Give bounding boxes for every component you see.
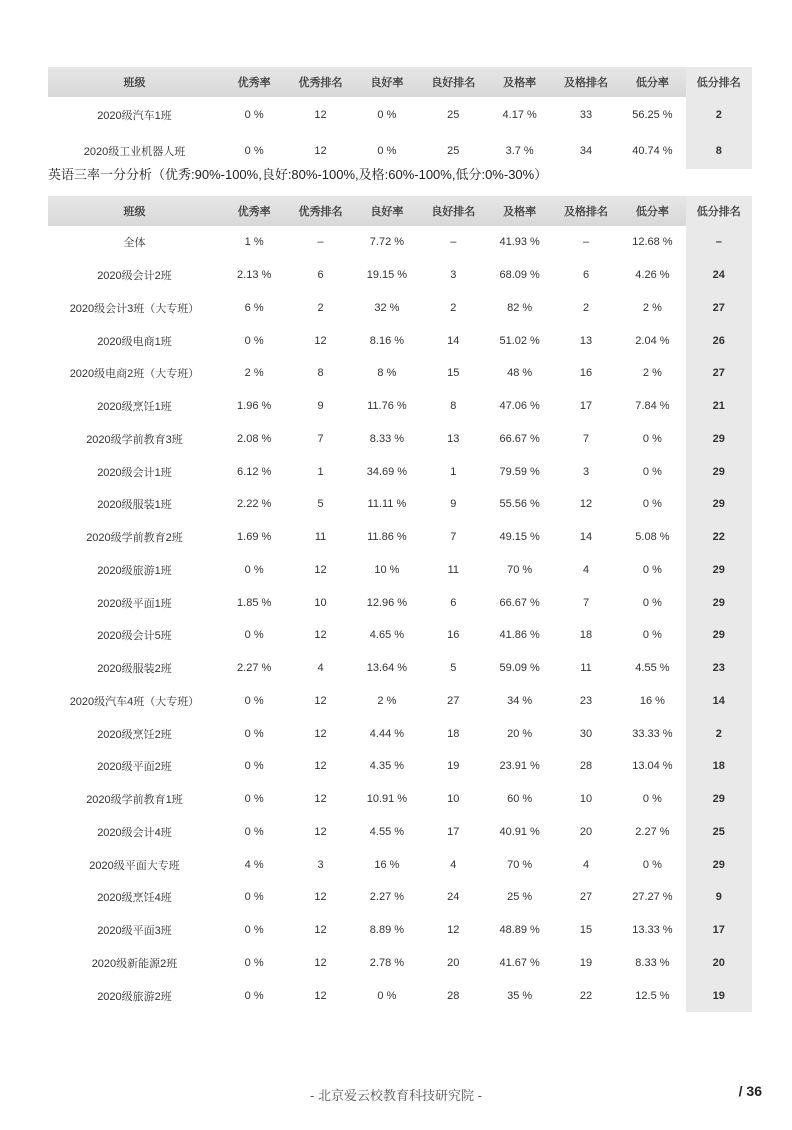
table-row	[48, 685, 752, 718]
excellent-rank-cell: 10	[314, 596, 327, 609]
good-rate-cell: 7.72 %	[369, 236, 405, 249]
good-rank-cell: 17	[447, 825, 460, 838]
table-header-row	[48, 67, 752, 97]
class-name-cell: 2020级服装2班	[97, 663, 172, 676]
class-name-cell: 2020级会计5班	[97, 630, 172, 643]
pass-rate-cell: 41.67 %	[499, 956, 540, 969]
good-rank-cell: 12	[447, 924, 460, 937]
low-rate-cell: 5.08 %	[635, 531, 670, 544]
table-row	[48, 586, 752, 619]
pass-rank-cell: 3	[582, 465, 590, 478]
pass-rate-cell: 48 %	[507, 367, 533, 380]
good-rank-cell: 2	[450, 301, 457, 314]
class-name-cell: 2020级平面2班	[97, 761, 172, 774]
excellent-rate-cell: 2 %	[244, 367, 264, 380]
low-rank-cell: 29	[686, 783, 752, 816]
excellent-rank-cell: 12	[314, 793, 327, 806]
class-name-cell: 2020级烹饪4班	[97, 892, 172, 905]
column-header: 低分排名	[686, 67, 752, 97]
pass-rank-cell: 4	[582, 563, 590, 576]
good-rate-cell: 19.15 %	[366, 269, 408, 282]
excellent-rate-cell: 0 %	[244, 334, 264, 347]
column-header: 低分排名	[686, 196, 752, 226]
low-rate-cell: 27.27 %	[632, 891, 673, 904]
low-rate-cell: 56.25 %	[632, 109, 673, 121]
pass-rank-cell: 28	[579, 760, 593, 773]
excellent-rate-cell: 2.08 %	[237, 432, 272, 445]
pass-rate-cell: 20 %	[507, 727, 533, 740]
good-rate-cell: 10 %	[374, 563, 400, 576]
table-row	[48, 914, 752, 947]
column-header: 班级	[48, 67, 221, 97]
pass-rate-cell: 66.67 %	[499, 432, 540, 445]
pass-rate-cell: 25 %	[507, 891, 533, 904]
excellent-rank-cell: 12	[314, 989, 327, 1002]
class-name-cell: 2020级电商2班（大专班）	[69, 368, 200, 381]
pass-rate-cell: 79.59 %	[499, 465, 540, 478]
good-rank-cell: 19	[447, 760, 460, 773]
excellent-rank-cell: 6	[317, 269, 324, 282]
excellent-rate-cell: 0 %	[244, 109, 264, 121]
good-rank-cell: 6	[450, 596, 457, 609]
page-number: / 36	[738, 1083, 762, 1099]
column-header: 良好率	[354, 196, 420, 226]
class-name-cell: 2020级新能源2班	[91, 957, 178, 970]
pass-rate-cell: 70 %	[507, 563, 533, 576]
good-rate-cell: 32 %	[374, 301, 400, 314]
excellent-rank-cell: 12	[314, 924, 327, 937]
good-rate-cell: 8 %	[377, 367, 397, 380]
pass-rank-cell: 18	[579, 629, 593, 642]
low-rank-cell: 19	[686, 979, 752, 1012]
excellent-rate-cell: 0 %	[244, 891, 264, 904]
good-rank-cell: 18	[447, 727, 460, 740]
excellent-rate-cell: 2.27 %	[237, 662, 272, 675]
good-rate-cell: 4.35 %	[369, 760, 405, 773]
excellent-rank-cell: 12	[314, 629, 327, 642]
low-rank-cell: 26	[686, 324, 752, 357]
pass-rate-cell: 55.56 %	[499, 498, 540, 511]
low-rate-cell: 40.74 %	[632, 145, 673, 157]
table-row	[48, 979, 752, 1012]
pass-rank-cell: 15	[579, 924, 593, 937]
excellent-rate-cell: 0 %	[244, 727, 264, 740]
low-rank-cell: 25	[686, 816, 752, 849]
low-rank-cell: 2	[686, 97, 752, 133]
low-rate-cell: 0 %	[642, 793, 662, 806]
pass-rank-cell: 6	[582, 269, 590, 282]
good-rank-cell: 7	[450, 531, 457, 544]
excellent-rank-cell: 8	[317, 367, 324, 380]
good-rank-cell: 15	[447, 367, 460, 380]
good-rank-cell: 4	[450, 858, 457, 871]
class-name-cell: 2020级学前教育3班	[86, 433, 183, 446]
class-name-cell: 2020级电商1班	[97, 335, 172, 348]
class-name-cell: 2020级会计4班	[97, 826, 172, 839]
column-header: 优秀率	[221, 196, 287, 226]
pass-rank-cell: 33	[579, 109, 593, 121]
class-name-cell: 2020级旅游2班	[97, 990, 172, 1003]
good-rank-cell: 27	[447, 694, 460, 707]
section-heading: 英语三率一分分析（优秀:90%-100%,良好:80%-100%,及格:60%-100%,低分:0%-30%）	[48, 167, 548, 182]
pass-rank-cell: 14	[579, 531, 593, 544]
pass-rate-cell: 82 %	[507, 301, 533, 314]
excellent-rate-cell: 0 %	[244, 825, 264, 838]
good-rate-cell: 0 %	[377, 989, 397, 1002]
good-rate-cell: 11.86 %	[367, 531, 407, 544]
pass-rank-cell: 16	[579, 367, 593, 380]
low-rank-cell: 29	[686, 619, 752, 652]
table-row	[48, 881, 752, 914]
column-header: 良好排名	[420, 67, 486, 97]
excellent-rank-cell: 12	[314, 334, 327, 347]
good-rank-cell: 8	[450, 400, 457, 413]
good-rate-cell: 8.33 %	[369, 432, 405, 445]
good-rate-cell: 13.64 %	[366, 662, 408, 675]
pass-rate-cell: 47.06 %	[499, 400, 540, 413]
column-header: 及格排名	[553, 67, 619, 97]
table-row	[48, 455, 752, 488]
good-rank-cell: 5	[450, 662, 457, 675]
excellent-rate-cell: 0 %	[244, 760, 264, 773]
pass-rate-cell: 34 %	[507, 694, 533, 707]
low-rank-cell: 27	[686, 357, 752, 390]
low-rate-cell: 2 %	[642, 301, 662, 314]
class-name-cell: 2020级旅游1班	[97, 564, 172, 577]
excellent-rank-cell: 2	[317, 301, 324, 314]
good-rank-cell: 9	[450, 498, 457, 511]
good-rank-cell: 13	[447, 432, 460, 445]
excellent-rank-cell: 7	[317, 432, 324, 445]
pass-rank-cell: 7	[582, 432, 590, 445]
low-rate-cell: 7.84 %	[635, 400, 670, 413]
good-rank-cell: 20	[447, 956, 460, 969]
good-rate-cell: 11.76 %	[367, 400, 407, 413]
good-rank-cell: 28	[447, 989, 460, 1002]
excellent-rate-cell: 1.85 %	[237, 596, 272, 609]
good-rate-cell: 2.78 %	[369, 956, 405, 969]
pass-rate-cell: 49.15 %	[499, 531, 540, 544]
excellent-rate-cell: 4 %	[244, 858, 264, 871]
low-rank-cell: 2	[686, 717, 752, 750]
class-name-cell: 2020级汽车4班（大专班）	[69, 695, 200, 708]
class-name-cell: 全体	[123, 237, 146, 250]
good-rank-cell: 10	[447, 793, 460, 806]
good-rate-cell: 16 %	[374, 858, 400, 871]
low-rate-cell: 33.33 %	[632, 727, 673, 740]
low-rank-cell: 17	[686, 914, 752, 947]
pass-rank-cell: 20	[579, 825, 593, 838]
table-row	[48, 226, 752, 259]
low-rate-cell: 8.33 %	[635, 956, 670, 969]
low-rate-cell: 0 %	[642, 432, 662, 445]
good-rate-cell: 34.69 %	[366, 465, 408, 478]
excellent-rate-cell: 0 %	[244, 924, 264, 937]
excellent-rate-cell: 0 %	[244, 793, 264, 806]
pass-rank-cell: 34	[579, 145, 593, 157]
good-rank-cell: 1	[450, 465, 457, 478]
table-row	[48, 554, 752, 587]
good-rank-cell: 24	[447, 891, 460, 904]
table-low-score-summary	[48, 67, 752, 169]
column-header: 及格率	[486, 67, 552, 97]
table-row	[48, 947, 752, 980]
class-name-cell: 2020级平面1班	[97, 597, 172, 610]
class-name-cell: 2020级烹饪2班	[97, 728, 172, 741]
excellent-rank-cell: 12	[314, 694, 327, 707]
page-footer: - 北京爱云校教育科技研究院 -	[310, 1088, 482, 1103]
excellent-rate-cell: 2.13 %	[237, 269, 272, 282]
table-row	[48, 390, 752, 423]
low-rate-cell: 13.04 %	[632, 760, 673, 773]
table-english-analysis	[48, 196, 752, 1012]
low-rank-cell: 23	[686, 652, 752, 685]
pass-rank-cell: 13	[579, 334, 593, 347]
excellent-rate-cell: 1.96 %	[237, 400, 272, 413]
table-row	[48, 652, 752, 685]
excellent-rate-cell: 0 %	[244, 989, 264, 1002]
good-rank-cell: 16	[447, 629, 460, 642]
pass-rank-cell: 7	[582, 596, 590, 609]
table-row	[48, 292, 752, 325]
excellent-rank-cell: 11	[314, 531, 327, 544]
excellent-rank-cell: 12	[314, 563, 327, 576]
excellent-rank-cell: 12	[314, 760, 327, 773]
pass-rank-cell: –	[582, 236, 590, 249]
good-rank-cell: 25	[447, 109, 460, 121]
low-rank-cell: 18	[686, 750, 752, 783]
low-rate-cell: 0 %	[642, 596, 662, 609]
excellent-rate-cell: 0 %	[244, 145, 264, 157]
table-row	[48, 97, 752, 133]
table-row	[48, 750, 752, 783]
pass-rank-cell: 4	[582, 858, 590, 871]
low-rate-cell: 0 %	[642, 563, 662, 576]
good-rank-cell: –	[450, 236, 457, 249]
excellent-rate-cell: 6 %	[244, 301, 264, 314]
pass-rank-cell: 17	[579, 400, 593, 413]
good-rate-cell: 12.96 %	[366, 596, 408, 609]
class-name-cell: 2020级服装1班	[97, 499, 172, 512]
good-rate-cell: 2 %	[377, 694, 397, 707]
low-rate-cell: 0 %	[642, 498, 662, 511]
excellent-rank-cell: 12	[314, 825, 327, 838]
low-rank-cell: 14	[686, 685, 752, 718]
low-rank-cell: 9	[686, 881, 752, 914]
low-rank-cell: 8	[686, 133, 752, 169]
class-name-cell: 2020级平面大专班	[89, 859, 180, 872]
pass-rate-cell: 23.91 %	[499, 760, 540, 773]
good-rate-cell: 4.55 %	[369, 825, 405, 838]
good-rate-cell: 2.27 %	[369, 891, 405, 904]
excellent-rate-cell: 0 %	[244, 563, 264, 576]
class-name-cell: 2020级汽车1班	[97, 110, 172, 122]
pass-rate-cell: 70 %	[507, 858, 533, 871]
pass-rank-cell: 27	[579, 891, 593, 904]
excellent-rank-cell: 12	[314, 109, 327, 121]
class-name-cell: 2020级学前教育2班	[86, 532, 183, 545]
good-rate-cell: 0 %	[377, 145, 397, 157]
pass-rank-cell: 11	[580, 662, 592, 675]
column-header: 优秀排名	[287, 67, 353, 97]
pass-rate-cell: 41.93 %	[499, 236, 540, 249]
low-rate-cell: 13.33 %	[632, 924, 673, 937]
table-row	[48, 783, 752, 816]
good-rate-cell: 11.11 %	[367, 498, 407, 511]
low-rate-cell: 2.04 %	[635, 334, 670, 347]
excellent-rate-cell: 0 %	[244, 956, 264, 969]
low-rank-cell: 29	[686, 455, 752, 488]
pass-rate-cell: 4.17 %	[502, 109, 537, 121]
pass-rank-cell: 12	[579, 498, 593, 511]
low-rank-cell: 29	[686, 488, 752, 521]
low-rank-cell: 29	[686, 554, 752, 587]
pass-rate-cell: 3.7 %	[505, 145, 534, 157]
class-name-cell: 2020级学前教育1班	[86, 794, 183, 807]
good-rate-cell: 4.44 %	[369, 727, 405, 740]
column-header: 班级	[48, 196, 221, 226]
excellent-rank-cell: 9	[317, 400, 324, 413]
excellent-rank-cell: 5	[317, 498, 324, 511]
excellent-rate-cell: 0 %	[244, 629, 264, 642]
low-rank-cell: –	[686, 226, 752, 259]
pass-rank-cell: 19	[579, 956, 593, 969]
pass-rate-cell: 41.86 %	[499, 629, 540, 642]
table-row	[48, 521, 752, 554]
low-rank-cell: 29	[686, 423, 752, 456]
low-rate-cell: 4.55 %	[635, 662, 670, 675]
low-rank-cell: 29	[686, 848, 752, 881]
table-row	[48, 816, 752, 849]
pass-rank-cell: 10	[579, 793, 593, 806]
excellent-rate-cell: 1.69 %	[237, 531, 272, 544]
good-rate-cell: 8.89 %	[369, 924, 405, 937]
pass-rank-cell: 23	[579, 694, 593, 707]
pass-rate-cell: 48.89 %	[499, 924, 540, 937]
class-name-cell: 2020级会计3班（大专班）	[69, 302, 200, 315]
column-header: 优秀排名	[287, 196, 353, 226]
low-rate-cell: 2 %	[642, 367, 662, 380]
good-rate-cell: 0 %	[377, 109, 397, 121]
excellent-rank-cell: 1	[317, 465, 324, 478]
column-header: 优秀率	[221, 67, 287, 97]
excellent-rank-cell: 4	[317, 662, 324, 675]
pass-rate-cell: 59.09 %	[499, 662, 540, 675]
table-header-row	[48, 196, 752, 226]
good-rate-cell: 8.16 %	[369, 334, 405, 347]
class-name-cell: 2020级会计2班	[97, 270, 172, 283]
table-row	[48, 357, 752, 390]
low-rate-cell: 0 %	[642, 465, 662, 478]
pass-rate-cell: 60 %	[507, 793, 533, 806]
low-rate-cell: 0 %	[642, 629, 662, 642]
excellent-rank-cell: 12	[314, 891, 327, 904]
table-row	[48, 488, 752, 521]
low-rank-cell: 27	[686, 292, 752, 325]
excellent-rate-cell: 0 %	[244, 694, 264, 707]
good-rank-cell: 14	[447, 334, 460, 347]
table-row	[48, 259, 752, 292]
column-header: 良好排名	[420, 196, 486, 226]
good-rank-cell: 25	[447, 145, 460, 157]
table-row	[48, 423, 752, 456]
pass-rate-cell: 66.67 %	[499, 596, 540, 609]
class-name-cell: 2020级工业机器人班	[83, 146, 186, 158]
table-row	[48, 324, 752, 357]
low-rate-cell: 0 %	[642, 858, 662, 871]
pass-rank-cell: 30	[579, 727, 593, 740]
low-rank-cell: 24	[686, 259, 752, 292]
class-name-cell: 2020级会计1班	[97, 466, 172, 479]
good-rate-cell: 4.65 %	[369, 629, 405, 642]
table-row	[48, 619, 752, 652]
pass-rank-cell: 22	[579, 989, 593, 1002]
pass-rate-cell: 40.91 %	[499, 825, 540, 838]
excellent-rank-cell: 12	[314, 727, 327, 740]
pass-rate-cell: 68.09 %	[499, 269, 540, 282]
low-rank-cell: 29	[686, 586, 752, 619]
low-rank-cell: 21	[686, 390, 752, 423]
column-header: 良好率	[354, 67, 420, 97]
column-header: 低分率	[619, 67, 685, 97]
excellent-rank-cell: 12	[314, 145, 327, 157]
pass-rate-cell: 51.02 %	[499, 334, 540, 347]
class-name-cell: 2020级平面3班	[97, 925, 172, 938]
low-rank-cell: 20	[686, 947, 752, 980]
good-rate-cell: 10.91 %	[366, 793, 408, 806]
low-rate-cell: 12.68 %	[632, 236, 673, 249]
low-rate-cell: 16 %	[639, 694, 665, 707]
excellent-rate-cell: 1 %	[244, 236, 264, 249]
table-row	[48, 848, 752, 881]
excellent-rate-cell: 2.22 %	[237, 498, 272, 511]
class-name-cell: 2020级烹饪1班	[97, 401, 172, 414]
pass-rate-cell: 35 %	[507, 989, 533, 1002]
low-rate-cell: 4.26 %	[635, 269, 670, 282]
good-rank-cell: 3	[450, 269, 457, 282]
good-rank-cell: 11	[447, 563, 459, 576]
excellent-rank-cell: 12	[314, 956, 327, 969]
pass-rank-cell: 2	[582, 301, 590, 314]
low-rate-cell: 2.27 %	[635, 825, 670, 838]
table-row	[48, 717, 752, 750]
excellent-rank-cell: –	[317, 236, 324, 249]
column-header: 及格率	[486, 196, 552, 226]
low-rate-cell: 12.5 %	[635, 989, 670, 1002]
excellent-rank-cell: 3	[317, 858, 324, 871]
low-rank-cell: 22	[686, 521, 752, 554]
column-header: 低分率	[619, 196, 685, 226]
excellent-rate-cell: 6.12 %	[237, 465, 272, 478]
column-header: 及格排名	[553, 196, 619, 226]
